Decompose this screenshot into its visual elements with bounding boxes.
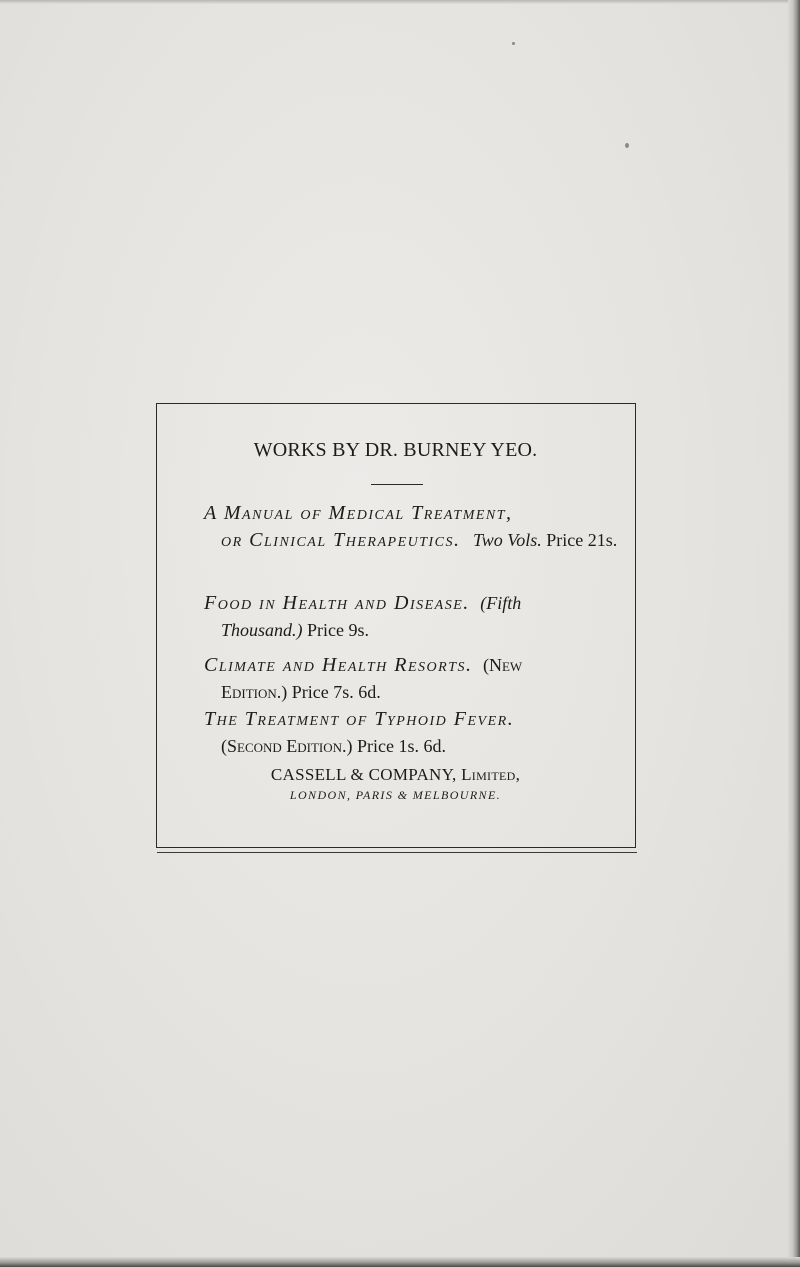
book-entry-continuation	[204, 679, 624, 706]
book-thousand-note-open: (Fifth	[480, 593, 522, 613]
book-price: Price 1s. 6d.	[357, 736, 447, 756]
ad-heading: WORKS BY DR. BURNEY YEO.	[253, 439, 538, 461]
paper-speck	[512, 42, 515, 45]
book-price: Price 9s.	[307, 620, 370, 640]
book-thousand-note-close: Thousand.)	[221, 620, 303, 640]
book-title: The Treatment of Typhoid Fever.	[204, 708, 515, 730]
book-edition-open: (New	[483, 655, 523, 675]
page-top-edge	[0, 0, 800, 4]
publisher-cities: LONDON, PARIS & MELBOURNE.	[289, 788, 502, 802]
book-volumes-note: Two Vols.	[473, 530, 542, 550]
paper-speck	[625, 143, 629, 148]
book-entry-manual	[204, 500, 624, 554]
publisher-name	[157, 765, 634, 785]
book-title: Food in Health and Disease.	[204, 592, 470, 614]
advertisement-box	[156, 403, 636, 848]
book-entry-continuation	[204, 733, 624, 760]
book-title-line2: or Clinical Therapeutics.	[221, 529, 461, 551]
book-entry-climate	[204, 652, 624, 706]
page-bottom-edge	[0, 1257, 800, 1267]
book-price: Price 7s. 6d.	[291, 682, 381, 702]
book-entry-continuation	[204, 617, 624, 644]
book-entry-typhoid	[204, 706, 624, 760]
page-right-edge	[788, 0, 800, 1267]
book-entry-food	[204, 590, 624, 644]
heading-rule	[371, 484, 423, 485]
book-edition-close: Edition.)	[221, 682, 288, 702]
book-edition: (Second Edition.)	[221, 736, 353, 756]
book-title-line1: A Manual of Medical Treatment,	[204, 502, 513, 524]
book-price: Price 21s.	[546, 530, 618, 550]
book-entry-continuation	[204, 527, 624, 554]
book-title: Climate and Health Resorts.	[204, 654, 473, 676]
publisher-company: CASSELL & COMPANY,	[270, 765, 457, 784]
publisher-suffix: Limited,	[461, 765, 521, 784]
